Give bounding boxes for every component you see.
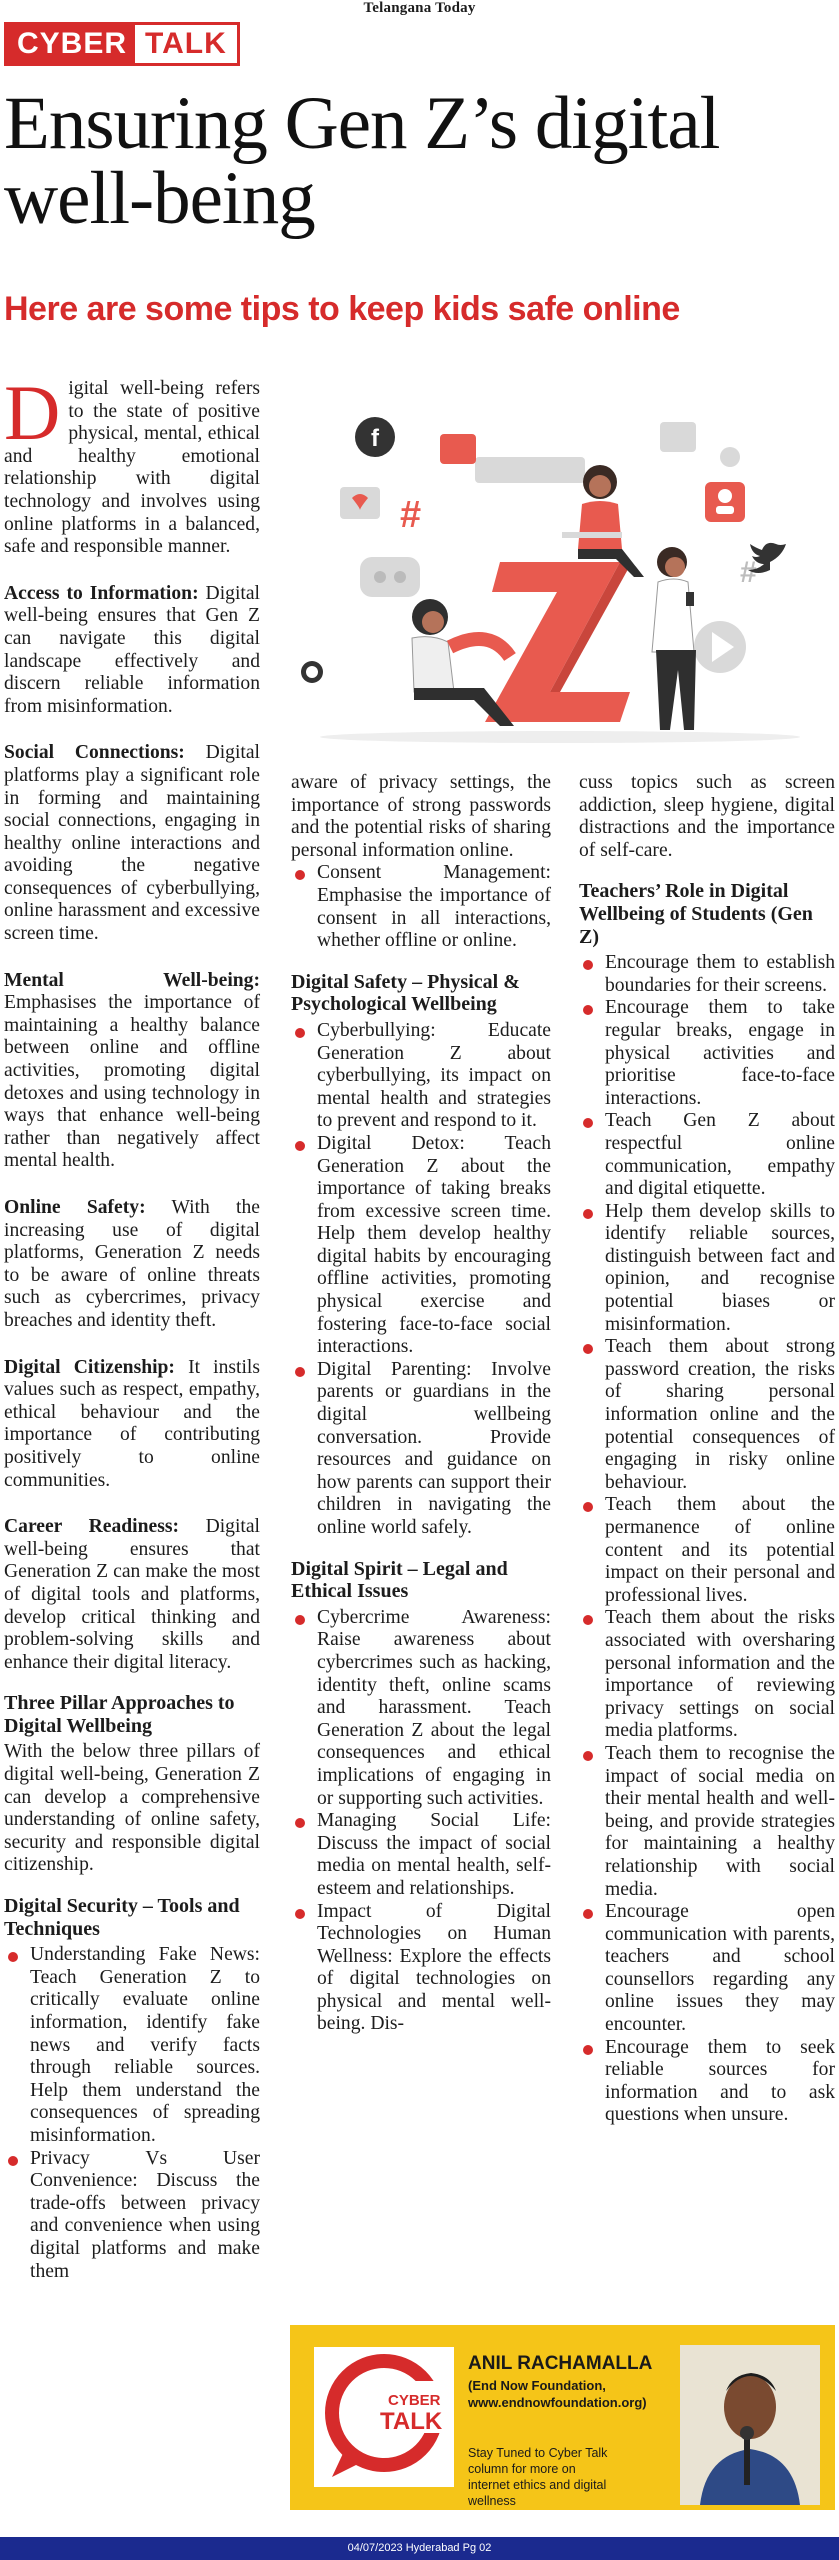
list-item: Privacy Vs User Convenience: Discuss the trade-offs between privacy and convenience when using digital platforms and make them xyxy=(4,2148,260,2284)
svg-text:#: # xyxy=(400,494,422,536)
list-item: Consent Management: Emphasise the importance of consent in all interactions, whether offline or online. xyxy=(291,862,551,952)
column-1 xyxy=(4,369,260,2283)
author-org: (End Now Foundation, www.endnowfoundation.org) xyxy=(468,2378,647,2410)
list-item: Encourage them to establish boundaries for their screens. xyxy=(579,952,835,997)
list-item: Teach them to recognise the impact of social media on their mental health and well-being, and provide strategies for maintaining a healthy relationship with social media. xyxy=(579,1743,835,1901)
badge-cyber: CYBER xyxy=(17,27,135,61)
dropcap: D xyxy=(4,369,61,456)
list-item: Teach them about strong password creation, the risks of sharing personal information online and the potential consequences of engaging in risky online behaviour. xyxy=(579,1336,835,1494)
gen-z-illustration xyxy=(300,392,820,752)
section-mental: Mental Well-being: Emphasises the importance of maintaining a healthy balance between online and offline activities, promoting digital detoxes and using technology in ways that enhance well-being rather than negatively affect mental health. xyxy=(4,969,260,1172)
section-social: Social Connections: Digital platforms play a significant role in forming and maintaining social connections, engaging in healthy online interactions and avoiding the negative consequences of cyberbullying, online harassment and excessive screen time. xyxy=(4,742,260,945)
list-item: Encourage them to seek reliable sources for information and to ask questions when unsure. xyxy=(579,2037,835,2127)
list-item: Digital Detox: Teach Generation Z about the importance of taking breaks from excessive screen time. Help them develop healthy digital habits by encouraging offline activities, promoting physical exercise and fostering face-to-face social interactions. xyxy=(291,1133,551,1359)
safety-list xyxy=(291,1020,551,1540)
speech-bubble-icon xyxy=(314,2347,454,2487)
pillars-heading: Three Pillar Approaches to Digital Wellbeing xyxy=(4,1692,235,1737)
headline: Ensuring Gen Z’s digital well-being xyxy=(4,82,720,240)
spirit-heading: Digital Spirit – Legal and Ethical Issues xyxy=(291,1557,508,1603)
cyber-talk-logo xyxy=(314,2347,454,2487)
consent-list xyxy=(291,862,551,952)
continued-text: aware of privacy settings, the importance of strong passwords and the potential risks of sharing personal information online. xyxy=(291,772,551,861)
author-photo xyxy=(680,2345,820,2505)
pillars-text: With the below three pillars of digital well-being, Generation Z can develop a comprehensive understanding of online safety, security and responsible digital citizenship. xyxy=(4,1741,260,1876)
footer-bar: 04/07/2023 Hyderabad Pg 02 xyxy=(0,2537,839,2560)
svg-text:f: f xyxy=(371,425,379,452)
masthead: Telangana Today xyxy=(363,0,476,16)
author-name: ANIL RACHAMALLA xyxy=(468,2353,653,2374)
section-access: Access to Information: Digital well-being ensures that Gen Z can navigate this digital landscape effectively and discern reliable information from misinformation. xyxy=(4,582,260,717)
safety-heading: Digital Safety – Physical & Psychological Wellbeing xyxy=(291,970,520,1016)
security-heading: Digital Security – Tools and Techniques xyxy=(4,1895,240,1940)
list-item: Impact of Digital Technologies on Human Wellness: Explore the effects of digital technologies on physical and mental well-being. Dis- xyxy=(291,1901,551,2037)
list-item: Managing Social Life: Discuss the impact of social media on mental health, self-esteem and relationships. xyxy=(291,1810,551,1900)
section-citizenship: Digital Citizenship: It instils values such as respect, empathy, ethical behaviour and the importance of contributing positively to online communities. xyxy=(4,1356,260,1491)
list-item: Understanding Fake News: Teach Generation Z to critically evaluate online information, identify fake news and verify facts through reliable sources. Help them understand the consequences of spreading misinformation. xyxy=(4,1944,260,2147)
continued-text: cuss topics such as screen addiction, sleep hygiene, digital distractions and the importance of self-care. xyxy=(579,772,835,861)
author-box xyxy=(290,2325,835,2510)
section-career: Career Readiness: Digital well-being ensures that Generation Z can make the most of digital tools and platforms, develop critical thinking and problem-solving skills and enhance their digital literacy. xyxy=(4,1516,260,1673)
author-note: Stay Tuned to Cyber Talk column for more on internet ethics and digital wellness xyxy=(468,2446,608,2508)
badge-talk: TALK xyxy=(135,25,237,63)
teachers-heading: Teachers’ Role in Digital Wellbeing of Students (Gen Z) xyxy=(579,880,813,948)
list-item: Encourage open communication with parents, teachers and school counsellors regarding any online issues they may encounter. xyxy=(579,1901,835,2037)
list-item: Encourage them to take regular breaks, engage in physical activities and prioritise face-to-face interactions. xyxy=(579,997,835,1110)
ad-logo-top: CYBER xyxy=(388,2392,441,2409)
list-item: Help them develop skills to identify reliable sources, distinguish between fact and opinion, and recognise potential biases or misinformation. xyxy=(579,1201,835,1337)
list-item: Teach them about the risks associated with oversharing personal information and the importance of reviewing privacy settings on social media platforms. xyxy=(579,1607,835,1743)
svg-text:#: # xyxy=(740,556,757,589)
teachers-list xyxy=(579,952,835,2127)
list-item: Digital Parenting: Involve parents or guardians in the digital wellbeing conversation. Provide resources and guidance on how parents can support their children in navigating the online world safely. xyxy=(291,1359,551,1540)
ad-logo-bottom: TALK xyxy=(380,2408,443,2435)
security-list xyxy=(4,1944,260,2283)
column-2 xyxy=(291,772,551,2036)
list-item: Cyberbullying: Educate Generation Z about cyberbullying, its impact on mental health and strategies to prevent and respond to it. xyxy=(291,1020,551,1133)
section-safety: Online Safety: With the increasing use of digital platforms, Generation Z needs to be aware of online threats such as cybercrimes, privacy breaches and identity theft. xyxy=(4,1197,260,1331)
list-item: Teach Gen Z about respectful online communication, empathy and digital etiquette. xyxy=(579,1110,835,1200)
list-item: Cybercrime Awareness: Raise awareness about cybercrimes such as hacking, identity theft, online scams and harassment. Teach Generation Z about the legal consequences and ethical implications of engaging in or supporting such activities. xyxy=(291,1607,551,1810)
column-3 xyxy=(579,772,835,2127)
spirit-list xyxy=(291,1607,551,2036)
intro-paragraph: Digital well-being refers to the state of positive physical, mental, ethical and healthy emotional relationship with digital technology and involves using online platforms in a balanced, safe and responsible manner. xyxy=(4,369,260,558)
subhead: Here are some tips to keep kids safe online xyxy=(4,290,680,328)
list-item: Teach them about the permanence of online content and its potential impact on their personal and professional lives. xyxy=(579,1494,835,1607)
cyber-talk-badge xyxy=(4,22,240,66)
